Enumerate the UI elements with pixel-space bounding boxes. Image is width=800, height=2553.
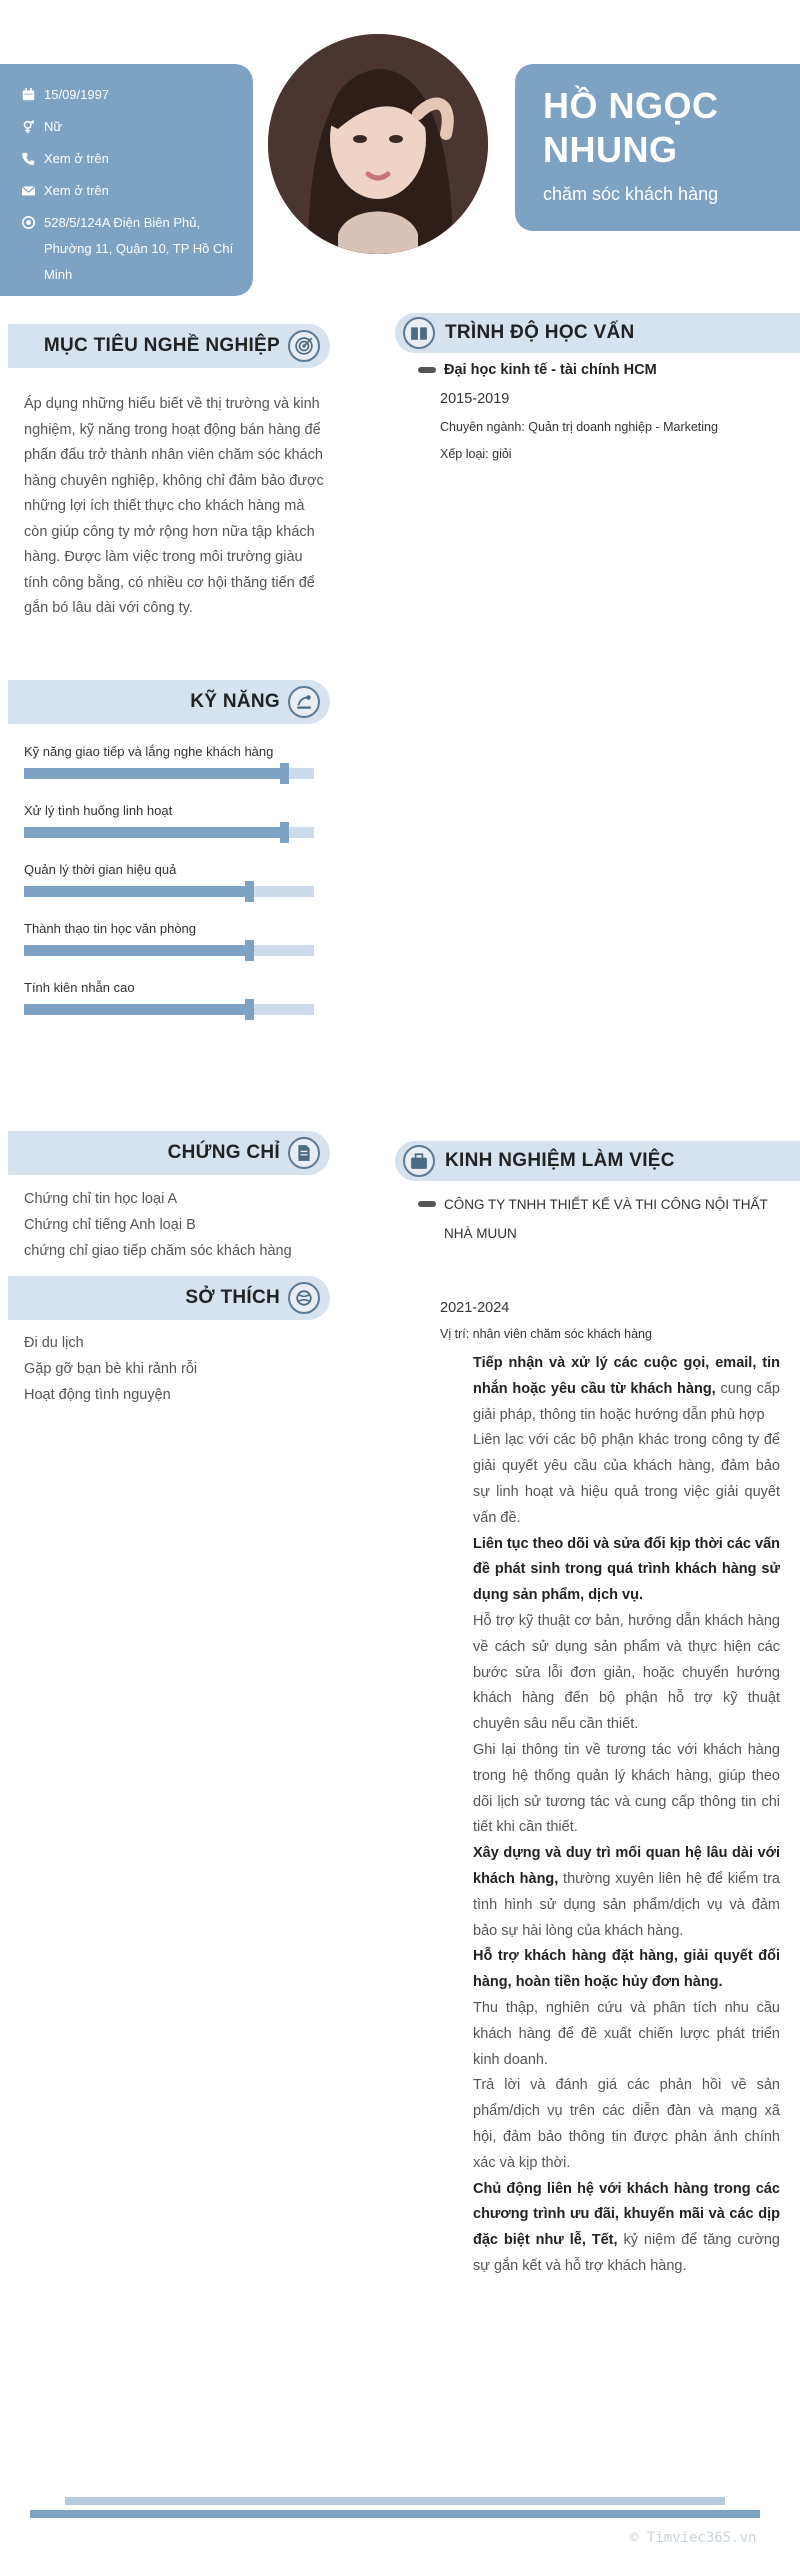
experience-title: KINH NGHIỆM LÀM VIỆC [445,1150,675,1171]
skill-item [24,803,314,838]
briefcase-icon [403,1145,435,1177]
skill-bar [24,768,314,779]
birthday-row [22,82,253,108]
education-years: 2015-2019 [440,391,510,407]
duty-item [473,1609,780,1738]
skill-label: Xử lý tình huống linh hoạt [24,803,173,818]
skill-bar [24,945,314,956]
duty-text: Ghi lại thông tin về tương tác với khách hàng trong hệ thống quản lý khách hàng, giúp theo dõi lịch sử tương tác và cung cấp thông tin chi tiết khi cần thiết. [473,1741,780,1836]
list-item: Gặp gỡ bạn bè khi rảnh rỗi [24,1361,198,1377]
phone-text: Xem ở trên [44,151,109,166]
duties-list [473,1351,780,2280]
skill-label: Quản lý thời gian hiệu quả [24,862,177,877]
duty-bold: Hỗ trợ khách hàng đặt hàng, giải quyết đổi hàng, hoàn tiền hoặc hủy đơn hàng. [473,1948,780,1991]
email-row [22,178,253,204]
duty-item [473,1996,780,2073]
location-icon [22,210,44,229]
experience-header [395,1141,800,1181]
skill-bar-fill [24,886,250,897]
duty-text: Liên lạc với các bộ phận khác trong công ty để giải quyết yêu cầu của khách hàng, đảm bảo sự linh hoạt và hiệu quả trong việc giải quyết vấn đề. [473,1432,780,1526]
skill-bar-knob [245,881,254,902]
skill-bar [24,886,314,897]
hobbies-title: SỞ THÍCH [185,1287,280,1308]
skill-item [24,862,314,897]
list-item: Hoạt động tình nguyện [24,1387,171,1403]
skill-bar-fill [24,1004,250,1015]
skill-bar-fill [24,945,250,956]
profile-photo [268,34,488,254]
skill-item [24,980,314,1015]
education-title: TRÌNH ĐỘ HỌC VẤN [445,322,635,343]
job-title: chăm sóc khách hàng [543,184,719,204]
duty-text: Trả lời và đánh giá các phản hồi về sản phẩm/dịch vụ trên các diễn đàn và mạng xã hội, đảm bảo thông tin được phản ánh chính xác và kịp thời. [473,2077,780,2171]
skills-icon [288,686,320,718]
education-block [418,362,778,461]
skill-bar-fill [24,768,285,779]
duty-bold: Xây dựng và duy trì mối quan hệ lâu dài với khách hàng, [473,1845,780,1887]
duty-item [473,1351,780,1428]
hobby-icon [288,1282,320,1314]
list-item: Chứng chỉ tiếng Anh loại B [24,1217,196,1233]
hobbies-header [8,1276,330,1320]
experience-block [418,1190,780,2280]
education-rank: Xếp loại: giỏi [440,447,512,461]
full-name: HỒ NGỌC NHUNG [543,85,719,170]
objective-text: Áp dụng những hiểu biết về thị trường và kinh nghiệm, kỹ năng trong hoạt động bán hàng để phấn đấu trở thành nhân viên chăm sóc khách hàng chuyên nghiệp, không chỉ đảm bảo được những lợi ích thiết thực cho khách hàng mà còn giúp công ty mở rộng hơn nữa tập khách hàng. Được làm việc trong môi trường giàu tính công bằng, có nhiều cơ hội thăng tiến để gắn bó lâu dài với công ty. [24,396,324,616]
duty-text: thường xuyên liên hệ để kiểm tra tình hình sử dụng sản phẩm/dịch vụ và đảm bảo sự hài lòng của khách hàng. [473,1870,780,1939]
name-box [515,64,800,231]
education-header [395,313,800,353]
education-major: Chuyên ngành: Quản trị doanh nghiệp - Marketing [440,420,718,434]
address-row [22,210,253,288]
skill-bar [24,827,314,838]
gender-row [22,114,253,140]
gender-text: Nữ [44,119,63,134]
skills-header [8,680,330,724]
duty-item [473,1944,780,1996]
skill-bar-knob [245,999,254,1020]
skill-label: Tính kiên nhẫn cao [24,980,135,995]
duty-item [473,1738,780,1841]
footer-bar [30,2510,760,2518]
certificates-title: CHỨNG CHỈ [167,1142,280,1163]
gender-icon [22,114,44,133]
list-item: Chứng chỉ tin học loại A [24,1191,178,1207]
address-text: 528/5/124A Điện Biên Phủ, Phường 11, Quận 10, TP Hồ Chí Minh [44,215,234,282]
calendar-icon [22,82,44,101]
mail-icon [22,178,44,197]
duty-text: Thu thập, nghiên cứu và phân tích nhu cầu khách hàng để đề xuất chiến lược phát triển kinh doanh. [473,1999,780,2068]
certificate-icon [288,1137,320,1169]
company-name: CÔNG TY TNHH THIẾT KẾ VÀ THI CÔNG NỘI THẤT NHÀ MUUN [444,1197,768,1241]
target-icon [288,330,320,362]
bullet-dash [418,367,436,373]
duty-item [473,1841,780,1944]
duty-text: Hỗ trợ kỹ thuật cơ bản, hướng dẫn khách hàng về cách sử dụng sản phẩm và thực hiện các bước sửa lỗi đơn giản, hoặc chuyển hướng khách hàng đến bộ phận hỗ trợ kỹ thuật chuyên sâu nếu cần thiết. [473,1612,780,1733]
experience-years: 2021-2024 [440,1300,510,1316]
footer-bar [65,2497,725,2505]
skill-label: Kỹ năng giao tiếp và lắng nghe khách hàng [24,744,274,759]
list-item: chứng chỉ giao tiếp chăm sóc khách hàng [24,1243,292,1259]
phone-icon [22,146,44,165]
skill-item [24,744,314,779]
duty-text: kỷ niệm để tăng cường sự gắn kết và hỗ trợ khách hàng. [473,2232,780,2274]
duty-item [473,2073,780,2176]
objective-title: MỤC TIÊU NGHỀ NGHIỆP [43,335,280,356]
school-name: Đại học kinh tế - tài chính HCM [444,362,657,378]
duty-bold: Chủ động liên hệ với khách hàng trong các chương trình ưu đãi, khuyến mãi và các dịp đặc biệt như lễ, Tết, [473,2180,780,2249]
skills-title: KỸ NĂNG [190,691,280,712]
book-icon [403,317,435,349]
skill-bar-knob [245,940,254,961]
bullet-dash [418,1201,436,1207]
skill-bar-knob [280,763,289,784]
email-text: Xem ở trên [44,183,109,198]
skill-item [24,921,314,956]
experience-position: Vị trí: nhân viên chăm sóc khách hàng [440,1327,652,1341]
skill-bar-knob [280,822,289,843]
watermark: © Timviec365.vn [630,2530,757,2546]
skill-bar [24,1004,314,1015]
contact-info-box [0,64,253,296]
list-item: Đi du lịch [24,1335,84,1351]
duty-bold: Tiếp nhận và xử lý các cuộc gọi, email, tin nhắn hoặc yêu cầu từ khách hàng, [473,1355,780,1397]
skill-bar-fill [24,827,285,838]
duty-bold: Liên tục theo dõi và sửa đổi kịp thời các vấn đề phát sinh trong quá trình khách hàng sử dụng sản phẩm, dịch vụ. [473,1535,780,1604]
duty-item [473,1532,780,1609]
duty-text: cung cấp giải pháp, thông tin hoặc hướng dẫn phù hợp [473,1380,780,1423]
phone-row [22,146,253,172]
certificates-list [24,1186,292,1264]
objective-header [8,324,330,368]
duty-item [473,2177,780,2280]
duty-item [473,1428,780,1531]
certificates-header [8,1131,330,1175]
skill-label: Thành thạo tin học văn phòng [24,921,197,936]
hobbies-list [24,1330,197,1408]
birthday-text: 15/09/1997 [44,87,110,102]
